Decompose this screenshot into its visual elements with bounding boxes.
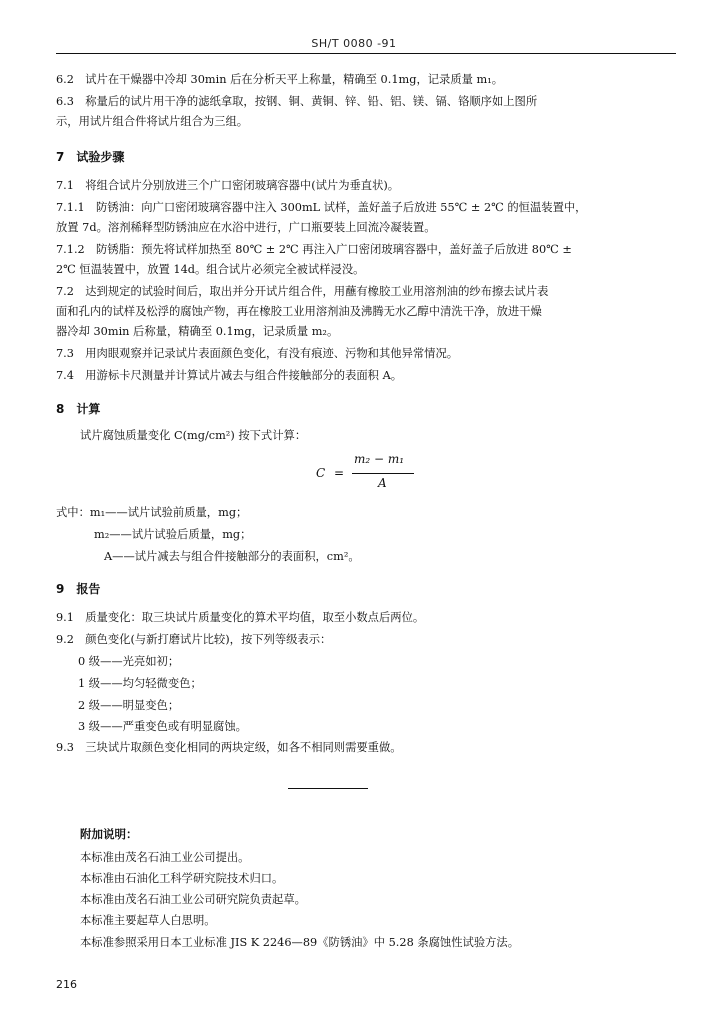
note-line-5: 本标准参照采用日本工业标准 JIS K 2246—89《防锈油》中 5.28 条腐蚀性试验方法。	[80, 936, 520, 949]
step-7-1-2-line2: 2℃ 恒温装置中，放置 14d。组合试片必须完全被试样浸没。	[56, 263, 365, 276]
report-9-3: 9.3 三块试片取颜色变化相同的两块定级，如各不相同则需要重做。	[56, 741, 402, 754]
step-7-1-1-line1: 7.1.1 防锈油：向广口密闭玻璃容器中注入 300mL 试样，盖好盖子后放进 55℃ ± 2℃ 的恒温装置中，	[56, 201, 587, 214]
formula-equals: =	[334, 466, 345, 480]
formula-denominator: A	[378, 476, 387, 490]
grade-2: 2 级——明显变色；	[78, 699, 180, 712]
step-7-1-1-line2: 放置 7d。溶剂稀释型防锈油应在水浴中进行，广口瓶要装上回流冷凝装置。	[56, 221, 436, 234]
standard-code-header: SH/T 0080 -91	[311, 37, 397, 50]
calc-intro: 试片腐蚀质量变化 C(mg/cm²) 按下式计算：	[80, 429, 307, 442]
note-line-2: 本标准由石油化工科学研究院技术归口。	[80, 872, 284, 885]
grade-1: 1 级——均匀轻微变色；	[78, 677, 202, 690]
section-8-title: 8 计算	[56, 402, 101, 416]
where-m2: m₂——试片试验后质量，mg；	[94, 528, 252, 541]
note-line-3: 本标准由茂名石油工业公司研究院负责起草。	[80, 893, 306, 906]
step-7-1-2-line1: 7.1.2 防锈脂：预先将试样加热至 80℃ ± 2℃ 再注入广口密闭玻璃容器中，盖好盖子后放进 80℃ ±	[56, 243, 572, 256]
corrosion-formula	[316, 452, 436, 498]
additional-notes-title: 附加说明：	[80, 827, 138, 841]
section-9-title: 9 报告	[56, 582, 101, 596]
step-7-3: 7.3 用肉眼观察并记录试片表面颜色变化，有没有痕迹、污物和其他异常情况。	[56, 347, 459, 360]
step-7-4: 7.4 用游标卡尺测量并计算试片减去与组合件接触部分的表面积 A。	[56, 369, 403, 382]
note-line-1: 本标准由茂名石油工业公司提出。	[80, 851, 250, 864]
para-6-3-line2: 示，用试片组合件将试片组合为三组。	[56, 115, 249, 128]
step-7-2-line2: 面和孔内的试样及松浮的腐蚀产物，再在橡胶工业用溶剂油及沸腾无水乙醇中清洗干净，放进干燥	[56, 305, 542, 318]
formula-lhs: C	[316, 466, 326, 480]
step-7-1: 7.1 将组合试片分别放进三个广口密闭玻璃容器中(试片为垂直状)。	[56, 179, 400, 192]
para-6-3-line1: 6.3 称量后的试片用干净的滤纸拿取，按钢、铜、黄铜、锌、铅、铝、镁、镉、铬顺序如上图所	[56, 95, 538, 108]
page-number: 216	[56, 978, 77, 991]
grade-3: 3 级——严重变色或有明显腐蚀。	[78, 720, 247, 733]
para-6-2: 6.2 试片在干燥器中冷却 30min 后在分析天平上称量，精确至 0.1mg，记录质量 m₁。	[56, 73, 504, 86]
section-7-title: 7 试验步骤	[56, 150, 125, 164]
report-9-1: 9.1 质量变化：取三块试片质量变化的算术平均值，取至小数点后两位。	[56, 611, 425, 624]
report-9-2: 9.2 颜色变化(与新打磨试片比较)，按下列等级表示：	[56, 633, 332, 646]
grade-0: 0 级——光亮如初；	[78, 655, 180, 668]
fraction-bar	[352, 473, 414, 474]
step-7-2-line3: 器冷却 30min 后称量，精确至 0.1mg，记录质量 m₂。	[56, 325, 339, 338]
where-m1: 式中：m₁——试片试验前质量，mg；	[56, 506, 248, 519]
where-A: A——试片减去与组合件接触部分的表面积，cm²。	[104, 550, 360, 563]
note-line-4: 本标准主要起草人白思明。	[80, 914, 216, 927]
end-rule	[288, 788, 368, 789]
header-rule	[56, 53, 676, 54]
step-7-2-line1: 7.2 达到规定的试验时间后，取出并分开试片组合件，用蘸有橡胶工业用溶剂油的纱布擦去试片表	[56, 285, 549, 298]
formula-numerator: m₂ − m₁	[354, 452, 405, 466]
